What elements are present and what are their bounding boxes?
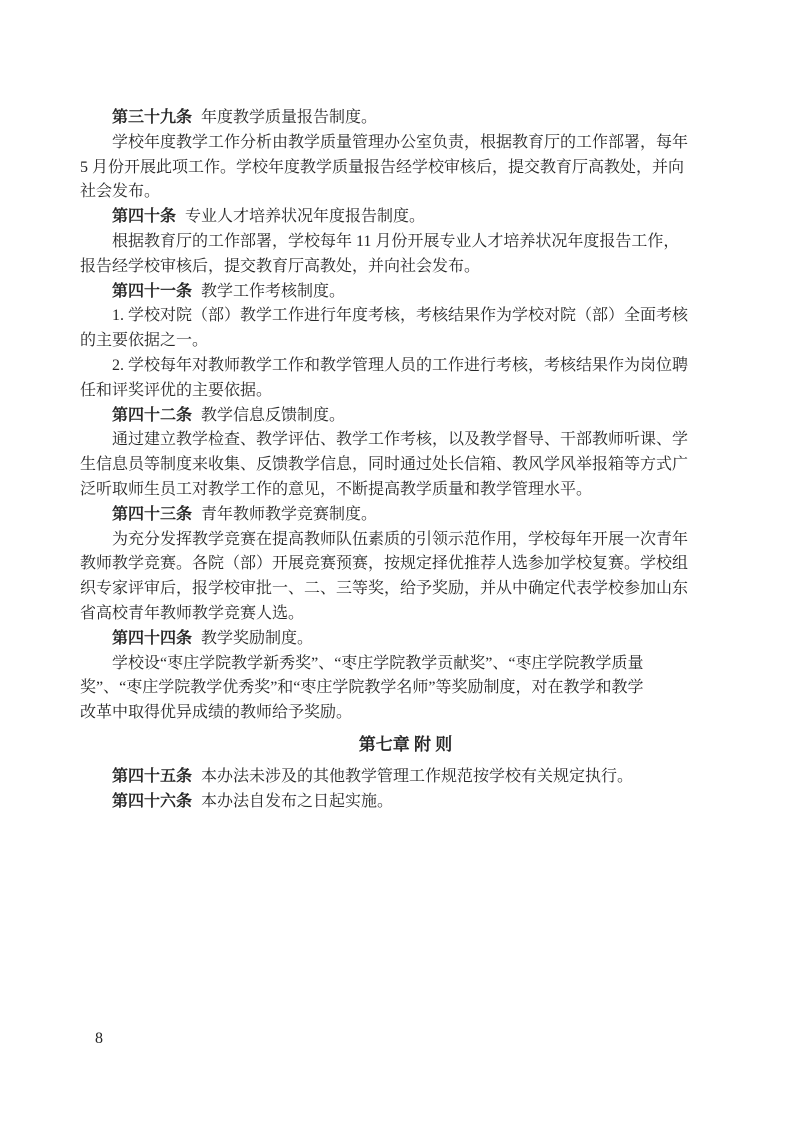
text-line: 教师教学竞赛。各院（部）开展竞赛预赛，按规定择优推荐人选参加学校复赛。学校组 [80,555,689,573]
article-number-label: 第四十三条 [112,505,193,523]
page-number: 8 [95,1030,103,1047]
article-number-label: 第四十六条 [112,792,193,810]
article-number-label: 第三十九条 [112,109,193,126]
text-line: 任和评奖评优的主要依据。 [80,381,273,399]
text-line: 1. 学校对院（部）教学工作进行年度考核，考核结果作为学校对院（部）全面考核 [112,307,689,325]
text-line: 奖”、“枣庄学院教学优秀奖”和“枣庄学院教学名师”等奖励制度，对在教学和教学 [80,679,644,697]
article-title-text: 教学信息反馈制度。 [201,406,346,424]
text-line: 社会发布。 [80,183,161,201]
article-line [80,404,705,429]
text-line: 改革中取得优异成绩的教师给予奖励。 [80,704,353,722]
article-number-label: 第四十条 [112,208,177,226]
text-line: 根据教育厅的工作部署，学校每年 11 月份开展专业人才培养状况年度报告工作， [112,232,680,250]
text-line: 省高校青年教师教学竞赛人选。 [80,604,305,622]
article-line [80,280,705,305]
text-line: 的主要依据之一。 [80,332,209,350]
article-title-text: 青年教师教学竞赛制度。 [201,505,378,523]
text-line: 报告经学校审核后，提交教育厅高教处，并向社会发布。 [80,257,481,275]
article-title-text: 年度教学质量报告制度。 [201,109,378,126]
text-line: 泛听取师生员工对教学工作的意见，不断提高教学质量和教学管理水平。 [80,480,593,498]
article-title-text: 教学奖励制度。 [201,629,314,647]
text-line: 通过建立教学检查、教学评估、教学工作考核，以及教学督导、干部教师听课、学 [112,431,689,449]
article-line [80,627,705,652]
article-line [80,106,705,131]
text-line: 织专家评审后，报学校审批一、二、三等奖，给予奖励，并从中确定代表学校参加山东 [80,580,689,598]
text-line: 学校年度教学工作分析由教学质量管理办公室负责，根据教育厅的工作部署，每年 [112,133,689,151]
text-line: 生信息员等制度来收集、反馈教学信息，同时通过处长信箱、教风学风举报箱等方式广 [80,456,689,474]
text-line: 为充分发挥教学竞赛在提高教师队伍素质的引领示范作用，学校每年开展一次青年 [112,530,689,548]
article-line [80,790,705,815]
article-title-text: 本办法未涉及的其他教学管理工作规范按学校有关规定执行。 [201,767,634,785]
article-title-text: 教学工作考核制度。 [201,282,346,300]
article-title-text: 本办法自发布之日起实施。 [201,792,394,810]
article-number-label: 第四十四条 [112,629,193,647]
article-number-label: 第四十一条 [112,282,193,300]
article-line [80,765,705,790]
article-title-text: 专业人才培养状况年度报告制度。 [185,208,426,226]
article-number-label: 第四十二条 [112,406,193,424]
text-line: 学校设“枣庄学院教学新秀奖”、“枣庄学院教学贡献奖”、“枣庄学院教学质量 [112,654,644,672]
document-body [80,106,705,814]
text-line: 2. 学校每年对教师教学工作和教学管理人员的工作进行考核，考核结果作为岗位聘 [112,356,689,374]
article-number-label: 第四十五条 [112,767,193,785]
chapter-heading: 第七章 附 则 [358,734,453,754]
article-line [80,503,705,528]
text-line: 5 月份开展此项工作。学校年度教学质量报告经学校审核后，提交教育厅高教处，并向 [80,158,685,176]
article-line [80,205,705,230]
